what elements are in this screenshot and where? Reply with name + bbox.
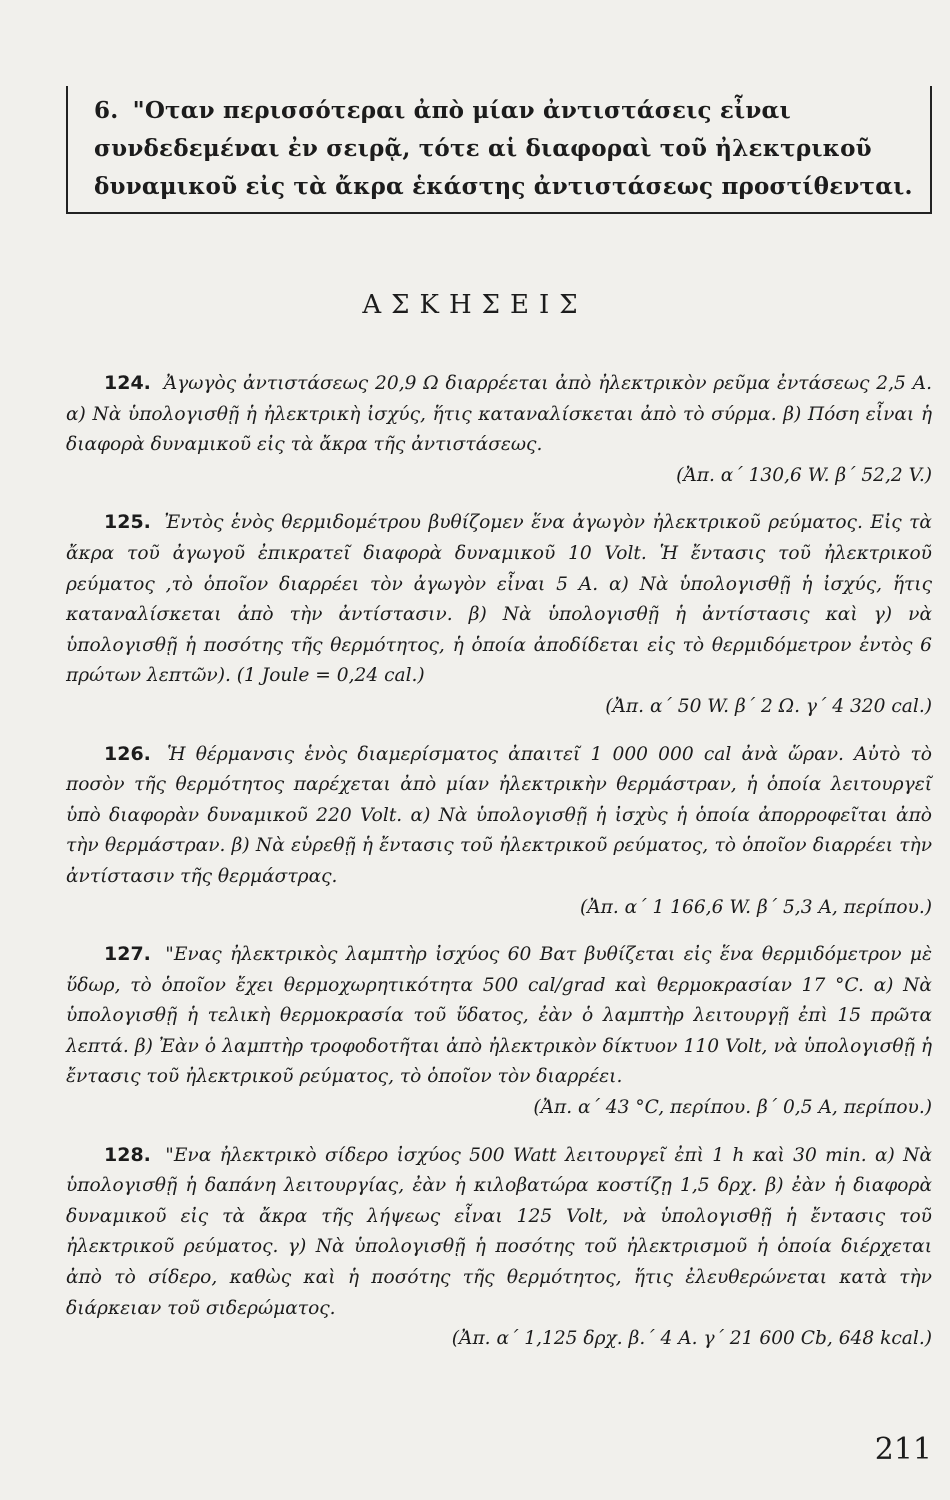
exercise-text: "Ενας ἠλεκτρικὸς λαμπτὴρ ἰσχύος 60 Βατ βυθίζεται εἰς ἕνα θερμιδόμετρον μὲ ὕδωρ, τὸ ὁποῖον ἔχει θερμοχωρητικότητα 500 cal/grad καὶ θερμοκρασίαν 17 °C. α) Νὰ ὑπολογισθῇ ἡ τελικὴ θερμοκρασία τοῦ ὕδατος, ἐὰν ὁ λαμπτὴρ λειτουργῇ ἐπὶ 15 πρῶτα λεπτά. β) Ἐὰν ὁ λαμπτὴρ τροφοδοτῆται ἀπὸ ἠλεκτρικὸν δίκτυον 110 Volt, νὰ ὑπολογισθῇ ἡ ἔντασις τοῦ ἠλεκτρικοῦ ρεύματος, τὸ ὁποῖον τὸν διαρρέει. [66,944,932,1088]
exercise-126 [66,739,932,924]
exercise-answer: (Ἀπ. α΄ 1 166,6 W. β΄ 5,3 A, περίπου.) [579,896,932,918]
exercise-124 [66,368,932,491]
section-heading: ΑΣΚΗΣΕΙΣ [362,290,588,320]
exercise-number: 127. [104,943,151,966]
exercise-text: Ἀγωγὸς ἀντιστάσεως 20,9 Ω διαρρέεται ἀπὸ ἠλεκτρικὸν ρεῦμα ἐντάσεως 2,5 A. α) Νὰ ὑπολογισθῇ ἡ ἠλεκτρικὴ ἰσχύς, ἥτις καταναλίσκεται ἀπὸ τὸ σύρμα. β) Πόση εἶναι ἡ διαφορὰ δυναμικοῦ εἰς τὰ ἄκρα τῆς ἀντιστάσεως. [66,373,932,456]
rule-number: 6. [94,97,119,124]
exercise-list [66,368,932,1371]
exercise-number: 128. [104,1143,151,1166]
exercise-number: 124. [104,372,151,394]
exercise-number: 126. [104,742,151,765]
exercise-125 [66,507,932,722]
exercise-answer: (Ἀπ. α΄ 130,6 W. β΄ 52,2 V.) [676,464,932,486]
exercise-answer: (Ἀπ. α΄ 1,125 δρχ. β.΄ 4 A. γ΄ 21 600 Cb, 648 kcal.) [451,1328,932,1350]
exercise-128 [66,1140,932,1355]
exercise-text: Ἡ θέρμανσις ἑνὸς διαμερίσματος ἀπαιτεῖ 1 000 000 cal ἀνὰ ὥραν. Αὐτὸ τὸ ποσὸν τῆς θερμότητος παρέχεται ἀπὸ μίαν ἠλεκτρικὴν θερμάστραν, ἡ ὁποία λειτουργεῖ ὑπὸ διαφορὰν δυναμικοῦ 220 Volt. α) Νὰ ὑπολογισθῇ ἡ ἰσχὺς ἡ ὁποία ἀπορροφεῖται ἀπὸ τὴν θερμάστραν. β) Νὰ εὑρεθῇ ἡ ἔντασις τοῦ ἠλεκτρικοῦ ρεύματος, τὸ ὁποῖον διαρρέει τὴν ἀντίστασιν τῆς θερμάστρας. [66,743,932,887]
rule-statement [94,92,914,206]
exercise-127 [66,939,932,1124]
exercise-answer: (Ἀπ. α΄ 50 W. β΄ 2 Ω. γ΄ 4 320 cal.) [605,695,932,717]
exercise-answer: (Ἀπ. α΄ 43 °C, περίπου. β΄ 0,5 A, περίπου.) [533,1097,932,1119]
page-number: 211 [874,1432,932,1467]
rule-text: "Οταν περισσότεραι ἀπὸ μίαν ἀντιστάσεις εἶναι συνδεδεμέναι ἐν σειρᾷ, τότε αἱ διαφοραὶ τοῦ ἠλεκτρικοῦ δυναμικοῦ εἰς τὰ ἄκρα ἑκάστης ἀντιστάσεως προστίθενται. [94,97,913,200]
exercise-text: "Ενα ἠλεκτρικὸ σίδερο ἰσχύος 500 Watt λειτουργεῖ ἐπὶ 1 h καὶ 30 min. α) Νὰ ὑπολογισθῇ ἡ δαπάνη λειτουργίας, ἐὰν ἡ κιλοβατώρα κοστίζῃ 1,5 δρχ. β) ἐὰν ἡ διαφορὰ δυναμικοῦ εἰς τὰ ἄκρα τῆς λήψεως εἶναι 125 Volt, νὰ ὑπολογισθῇ ἡ ἔντασις τοῦ ἠλεκτρικοῦ ρεύματος. γ) Νὰ ὑπολογισθῇ ἡ ποσότης τοῦ ἠλεκτρισμοῦ ἡ ὁποία διέρχεται ἀπὸ τὸ σίδερο, καθὼς καὶ ἡ ποσότης τῆς θερμότητος, ἥτις ἐλευθερώνεται κατὰ τὴν διάρκειαν τοῦ σιδερώματος. [66,1144,932,1319]
exercise-number: 125. [104,511,151,534]
exercise-text: Ἐντὸς ἑνὸς θερμιδομέτρου βυθίζομεν ἕνα ἀγωγὸν ἠλεκτρικοῦ ρεύματος. Εἰς τὰ ἄκρα τοῦ ἀγωγοῦ ἐπικρατεῖ διαφορὰ δυναμικοῦ 10 Volt. Ἡ ἔντασις τοῦ ἠλεκτρικοῦ ρεύματος ,τὸ ὁποῖον διαρρέει τὸν ἀγωγὸν εἶναι 5 A. α) Νὰ ὑπολογισθῇ ἡ ἰσχύς, ἥτις καταναλίσκεται ἀπὸ τὴν ἀντίστασιν. β) Νὰ ὑπολογισθῇ ἡ ἀντίστασις καὶ γ) νὰ ὑπολογισθῇ ἡ ποσότης τῆς θερμότητος, ἡ ὁποία ἀποδίδεται εἰς τὸ θερμιδόμετρον ἐντὸς 6 πρώτων λεπτῶν). (1 Joule = 0,24 cal.) [66,512,932,687]
